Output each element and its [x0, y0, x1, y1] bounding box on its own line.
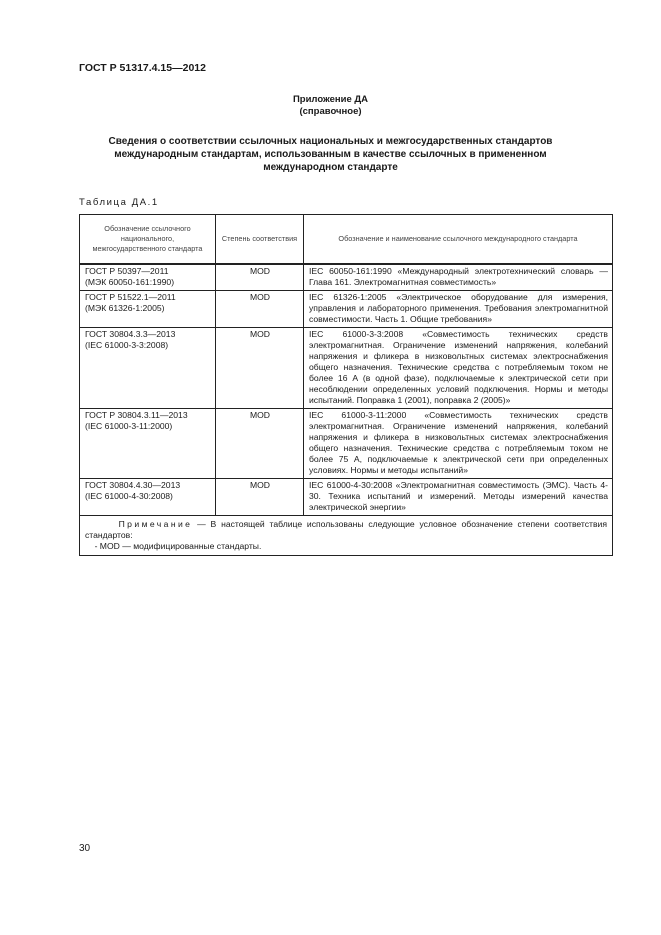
degree-cell: MOD — [216, 479, 304, 516]
annex-block — [79, 94, 582, 118]
annex-subtitle: (справочное) — [299, 106, 362, 117]
annex-heading-line: международным стандартам, использованным в качестве ссылочных в примененном — [114, 149, 547, 160]
table-row — [80, 479, 613, 516]
reference-standard-code: (МЭК 61326-1:2005) — [85, 303, 165, 313]
national-standard-cell — [80, 264, 216, 291]
table-note-row — [80, 516, 613, 556]
document-code: ГОСТ Р 51317.4.15—2012 — [79, 62, 206, 74]
reference-standard-code: (IEC 61000-4-30:2008) — [85, 491, 173, 501]
national-standard-code: ГОСТ Р 51522.1—2011 — [85, 292, 176, 302]
degree-cell: MOD — [216, 264, 304, 291]
table-caption: Таблица ДА.1 — [79, 197, 159, 208]
note-text: — В настоящей таблице использованы следующие условное обозначение степени соответствия стандартов: — [85, 519, 607, 540]
national-standard-code: ГОСТ 30804.4.30—2013 — [85, 480, 181, 490]
degree-cell: MOD — [216, 328, 304, 409]
annex-heading-line: Сведения о соответствии ссылочных национальных и межгосударственных стандартов — [108, 136, 553, 147]
note-item-text: - MOD — модифицированные стандарты. — [94, 541, 262, 551]
international-standard-cell: IEC 61000-4-30:2008 «Электромагнитная совместимость (ЭМС). Часть 4-30. Техника испытаний и измерений. Методы измерений качества электрической энергии» — [304, 479, 613, 516]
reference-standard-code: (IEC 61000-3-3:2008) — [85, 340, 169, 350]
table-row — [80, 328, 613, 409]
national-standard-cell — [80, 479, 216, 516]
international-standard-cell: IEC 61000-3-3:2008 «Совместимость технических средств электромагнитная. Ограничение изменений напряжения, колебаний напряжения и фликера в низковольтных системах электроснабжения общего назначения. Технические средства с потребляемым током не более 16 А (в одной фазе), подключаемые к электрической сети при несоблюдении определенных условий подключения. Нормы и методы испытаний. Поправка 1 (2001), поправка 2 (2005)» — [304, 328, 613, 409]
national-standard-cell — [80, 328, 216, 409]
national-standard-code: ГОСТ Р 50397—2011 — [85, 266, 169, 276]
degree-cell: MOD — [216, 409, 304, 479]
international-standard-cell: IEC 61326-1:2005 «Электрическое оборудование для измерения, управления и лабораторного применения. Требования электромагнитной совместимости. Часть 1. Общие требования» — [304, 291, 613, 328]
national-standard-code: ГОСТ Р 30804.3.11—2013 — [85, 410, 188, 420]
table-header-row — [80, 215, 613, 265]
annex-title: Приложение ДА — [292, 94, 369, 105]
national-standard-code: ГОСТ 30804.3.3—2013 — [85, 329, 176, 339]
international-standard-cell: IEC 60050-161:1990 «Международный электротехнический словарь — Глава 161. Электромагнитная совместимость» — [304, 264, 613, 291]
annex-heading — [79, 135, 582, 174]
degree-cell: MOD — [216, 291, 304, 328]
table-note — [80, 516, 613, 556]
annex-heading-line: международном стандарте — [263, 162, 398, 173]
reference-standard-code: (IEC 61000-3-11:2000) — [85, 421, 173, 431]
reference-standard-code: (МЭК 60050-161:1990) — [85, 277, 175, 287]
header-national-standard: Обозначение ссылочного национального, межгосударственного стандарта — [80, 215, 216, 265]
note-label: Примечание — [118, 519, 193, 529]
header-international-standard: Обозначение и наименование ссылочного международного стандарта — [304, 215, 613, 265]
header-degree: Степень соответствия — [216, 215, 304, 265]
table-row — [80, 409, 613, 479]
table-row — [80, 264, 613, 291]
international-standard-cell: IEC 61000-3-11:2000 «Совместимость технических средств электромагнитная. Ограничение изменений напряжения, колебаний напряжения и фликера в низковольтных системах электроснабжения общего назначения. Технические средства с потребляемым током не более 75 А, подключаемые к электрической сети при определенных условиях. Нормы и методы испытаний» — [304, 409, 613, 479]
page-number: 30 — [79, 843, 91, 854]
correspondence-table — [79, 214, 613, 556]
national-standard-cell — [80, 409, 216, 479]
national-standard-cell — [80, 291, 216, 328]
note-paragraph — [85, 519, 607, 541]
table-row — [80, 291, 613, 328]
note-item — [85, 541, 607, 552]
